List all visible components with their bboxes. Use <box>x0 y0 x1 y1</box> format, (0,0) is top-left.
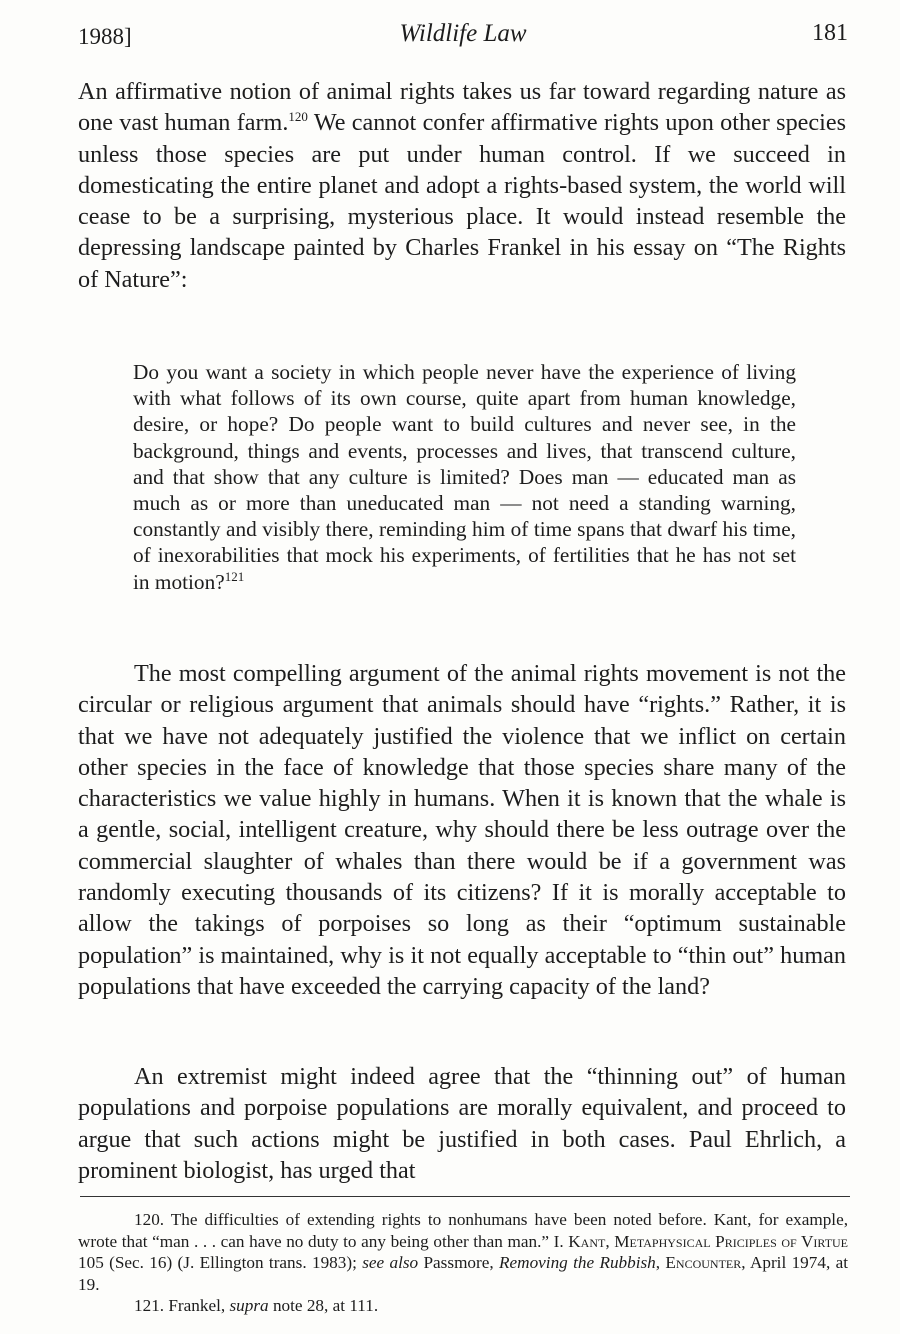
footnote-121-supra: supra <box>229 1296 269 1316</box>
footnote-120-sep: , <box>605 1231 615 1251</box>
header-year: 1988] <box>78 24 132 49</box>
footnote-120-author: Kant <box>568 1231 606 1251</box>
footnote-divider <box>80 1196 850 1197</box>
footnote-120-see-also: see also <box>362 1253 419 1273</box>
footnote-120-article: Removing the Rubbish <box>499 1253 656 1273</box>
body-paragraph-1 <box>78 76 846 295</box>
footnote-120-tail: , April 1974, at 19. <box>78 1253 848 1294</box>
footnote-121-tail: note 28, at 111. <box>268 1296 379 1316</box>
body-paragraph-3 <box>78 1061 846 1186</box>
footnote-120 <box>78 1209 848 1295</box>
paragraph-3-text: An extremist might indeed agree that the “thinning out” of human populations and porpoise populations are morally equivalent, and proceed to argue that such actions might be justified in both cases. Paul Ehrlich, a prominent biologist, has urged that <box>78 1063 846 1184</box>
block-quote-text: Do you want a society in which people never have the experience of living with what follows of its own course, quite apart from human knowledge, desire, or hope? Do people want to build cultures and never see, in the background, things and events, processes and lives, that transcend culture, and that show that any culture is limited? Does man — educated man as much as or more than uneducated man — not need a standing warning, constantly and visibly there, reminding him of time spans that dwarf his time, of inexorabilities that mock his experiments, of fertilities that he has not set in motion? <box>133 360 796 594</box>
body-paragraph-2 <box>78 658 846 1002</box>
footnote-121 <box>78 1295 848 1317</box>
footnotes-section <box>78 1209 848 1317</box>
footnote-120-journal: Encounter <box>665 1253 742 1273</box>
footnote-120-mid2: Passmore, <box>418 1253 500 1273</box>
paragraph-1-text: An affirmative notion of animal rights takes us far toward regarding nature as one vast human farm. <box>78 78 846 137</box>
footnote-120-lead: 120. The difficulties of extending rights to nonhumans have been noted before. Kant, for example, wrote that “man . . . can have no duty to any being other than man.” I. <box>78 1210 848 1251</box>
page-number: 181 <box>812 20 848 46</box>
running-header <box>78 18 848 52</box>
footnote-121-lead: 121. Frankel, <box>134 1296 230 1316</box>
paragraph-1-text-continued: We cannot confer affirmative rights upon other species unless those species are put under human control. If we succeed in domesticating the entire planet and adopt a rights-based system, the world will cease to be a surprising, mysterious place. It would instead resemble the depressing landscape painted by Charles Frankel in his essay on “The Rights of Nature”: <box>78 109 847 293</box>
footnote-120-mid: 105 (Sec. 16) (J. Ellington trans. 1983); <box>78 1253 363 1273</box>
footnote-120-book: Metaphysical Priciples of Virtue <box>614 1231 849 1251</box>
footnote-120-mid3: , <box>655 1253 666 1273</box>
paragraph-2-text: The most compelling argument of the animal rights movement is not the circular or religious argument that animals should have “rights.” Rather, it is that we have not adequately justified the violence that we inflict on certain other species in the face of knowledge that those species share many of the characteristics we value highly in humans. When it is known that the whale is a gentle, social, intelligent creature, why should there be less outrage over the commercial slaughter of whales than there would be if a government was randomly executing thousands of its citizens? If it is morally acceptable to allow the takings of porpoises so long as their “optimum sustainable population” is maintained, why is it not equally acceptable to “thin out” human populations that have exceeded the carrying capacity of the land? <box>78 660 846 1000</box>
block-quote <box>133 359 796 595</box>
footnote-ref-120[interactable]: 120 <box>288 109 308 125</box>
header-journal-title: Wildlife Law <box>399 20 527 47</box>
footnote-ref-121[interactable]: 121 <box>224 568 245 584</box>
